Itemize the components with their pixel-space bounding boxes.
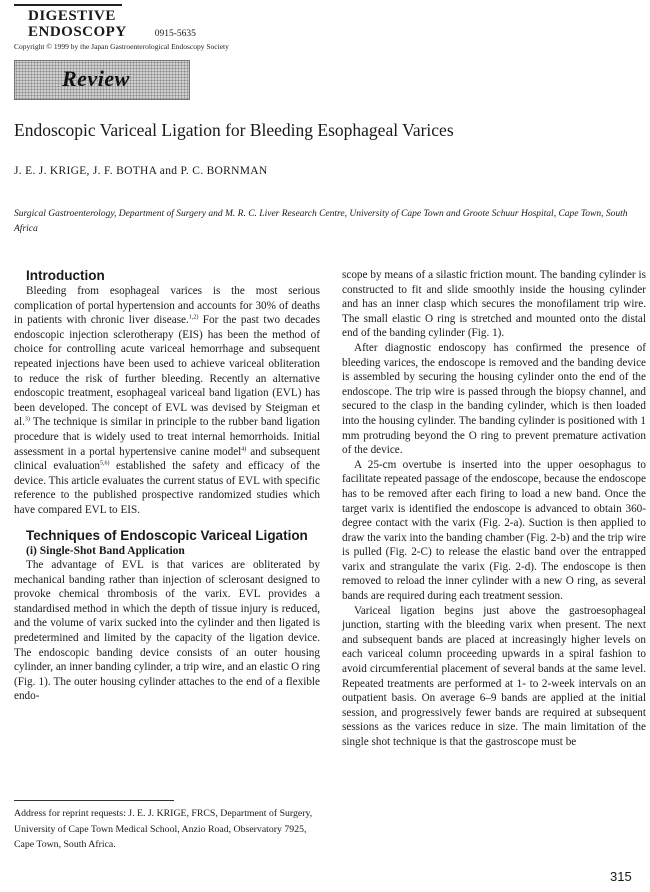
- footnote-rule: [14, 800, 174, 801]
- journal-name: [28, 8, 196, 42]
- introduction-heading: Introduction: [26, 268, 105, 283]
- reference-superscript: 4): [241, 445, 247, 452]
- reference-superscript: 1,2): [188, 314, 199, 321]
- issn: 0915-5635: [154, 29, 196, 39]
- introduction-paragraph: Bleeding from esophageal varices is the most serious complication of portal hypertension and accounts for 30% of deaths in patients with chronic liver disease.$^{1,2)}$ For the past two decades endoscopic injection sclerotherapy (EIS) has been the method of choice for controlling acute variceal hemorrhage and subsequent repeated injections have been used to achieve variceal obliteration to reduce the risk of further bleeding. Recently an alternative endoscopic treatment, esophageal variceal band ligation (EVL) has been developed. The concept of EVL was devised by Steigman et al.$^{3)}$ The technique is similar in principle to the rubber band ligation procedure that is widely used to treat internal hemorrhoids. Initial assessment in a portal hypertensive canine model$^{4)}$ and subsequent clinical evaluation$^{5,6)}$ established the safety and efficacy of the device. This article evaluates the current status of EVL with specific reference to the published prospective randomized studies which have compared EVL to EIS.: [14, 285, 320, 516]
- reference-superscript: 5,6): [100, 460, 110, 467]
- left-column: [14, 268, 320, 704]
- techniques-heading: Techniques of Endoscopic Variceal Ligation: [26, 527, 308, 543]
- right-column: [342, 268, 646, 750]
- paragraph-continuation: scope by means of a silastic friction mount. The banding cylinder is constructed to fit and slide smoothly inside the housing cylinder and has an inner clasp which secures the monofilament trip wire. The small elastic O ring is stretched and mounted onto the distal end of the banding cylinder (Fig. 1).: [342, 269, 646, 340]
- paragraph: A 25-cm overtube is inserted into the upper oesophagus to facilitate repeated passage of the endoscope, because the endoscope has to be removed after each firing to load a new band. Once the target varix is identified the endoscope is advanced to obtain 360-degree contact with the varix (Fig. 2-a). Suction is then applied to draw the varix into the banding chamber (Fig. 2-b) and the trip wire is pulled (Fig. 2-C) to release the elastic band over the entrapped varix and strangulate the varix (Fig. 2-d). The endoscope is then removed to reload the inner cylinder with a new O ring, as several bands are required during each treatment session.: [342, 458, 646, 603]
- copyright-notice: Copyright © 1999 by the Japan Gastroenterological Endoscopy Society: [14, 42, 229, 51]
- reference-superscript: 3): [24, 416, 30, 423]
- article-title: Endoscopic Variceal Ligation for Bleeding Esophageal Varices: [14, 120, 454, 140]
- journal-name-line1: DIGESTIVE: [28, 8, 116, 24]
- paragraph: Variceal ligation begins just above the gastroesophageal junction, starting with the bleeding varix when present. The next and subsequent bands are placed at increasingly higher levels on each variceal column proceeding upwards in a spiral fashion to avoid circumferential placement of several bands at the same level. Repeated treatments are performed at 1- to 2-week intervals on an outpatient basis. On average 6–9 bands are applied at the initial session, and progressively fewer bands are required at subsequent sessions as the varices reduce in size. The main limitation of the single shot technique is that the gastroscope must be: [342, 604, 646, 748]
- section-label: Review: [62, 66, 130, 91]
- header-rule: [14, 4, 122, 6]
- article-authors: J. E. J. KRIGE, J. F. BOTHA and P. C. BORNMAN: [14, 165, 268, 177]
- techniques-paragraph: The advantage of EVL is that varices are obliterated by mechanical banding rather than injection of sclerosant designed to provoke chemical thrombosis of the varix. EVL provides a standardised method in which the depth of tissue injury is reduced, and the volume of varix sucked into the cylinder and then ligated is predetermined and limited by the capacity of the ligation device. The endoscopic banding device consists of an outer housing cylinder, an inner banding cylinder, a trip wire, and an elastic O ring (Fig. 1). The outer housing cylinder attaches to the end of a flexible endo-: [14, 559, 320, 703]
- journal-name-line2: ENDOSCOPY 0915-5635: [28, 24, 196, 40]
- paragraph: After diagnostic endoscopy has confirmed the presence of bleeding varices, the endoscope is removed and the banding device is assembled by securing the housing cylinder onto the end of the endoscope. The trip wire is passed through the biopsy channel, and secured to the clasp in the banding cylinder, which is then loaded into the housing cylinder. The banding cylinder is positioned with 1 mm protruding beyond the O ring to prevent premature activation of the device.: [342, 341, 646, 457]
- reprint-address-footnote: Address for reprint requests: J. E. J. KRIGE, FRCS, Department of Surgery, University of Cape Town Medical School, Anzio Road, Observatory 7925, Cape Town, South Africa.: [14, 808, 313, 850]
- page-number: 315: [610, 869, 632, 884]
- single-shot-subheading: (i) Single-Shot Band Application: [26, 544, 185, 557]
- author-affiliation: Surgical Gastroenterology, Department of Surgery and M. R. C. Liver Research Centre, University of Cape Town and Groote Schuur Hospital, Cape Town, South Africa: [14, 209, 628, 234]
